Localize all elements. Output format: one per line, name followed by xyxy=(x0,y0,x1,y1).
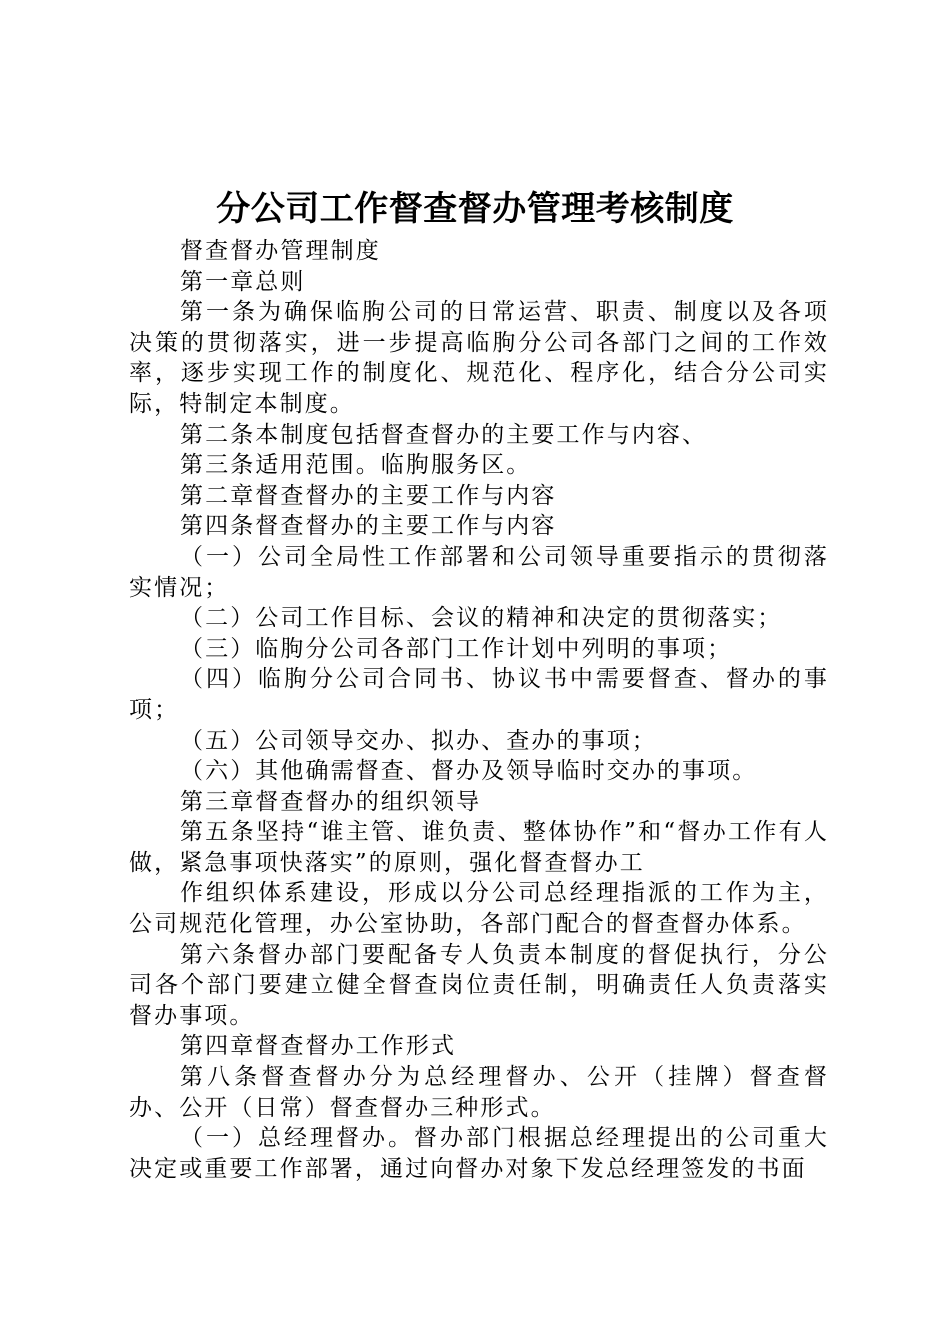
list-item: （六）其他确需督查、督办及领导临时交办的事项。 xyxy=(180,758,758,785)
article-paragraph: 第一条为确保临朐公司的日常运营、职责、制度以及各项决策的贯彻落实，进一步提高临朐分公司各部门之间的工作效率，逐步实现工作的制度化、规范化、程序化，结合分公司实际，特制定本制度。 xyxy=(129,299,829,417)
list-item: （一）总经理督办。督办部门根据总经理提出的公司重大决定或重要工作部署，通过向督办对象下发总经理签发的书面 xyxy=(129,1125,829,1182)
chapter-heading: 第二章督查督办的主要工作与内容 xyxy=(180,482,557,509)
list-item: （四）临朐分公司合同书、协议书中需要督查、督办的事项； xyxy=(129,666,829,723)
list-item: （五）公司领导交办、拟办、查办的事项； xyxy=(180,727,657,754)
article-paragraph: 第三条适用范围。临朐服务区。 xyxy=(180,452,532,479)
article-paragraph: 第四条督查督办的主要工作与内容 xyxy=(180,513,557,540)
article-paragraph: 作组织体系建设，形成以分公司总经理指派的工作为主，公司规范化管理，办公室协助，各部门配合的督查督办体系。 xyxy=(129,880,829,938)
article-paragraph: 第六条督办部门要配备专人负责本制度的督促执行，分公司各个部门要建立健全督查岗位责任制，明确责任人负责落实督办事项。 xyxy=(129,941,829,1029)
paragraph-subtitle: 督查督办管理制度 xyxy=(180,238,381,264)
document-title: 分公司工作督查督办管理考核制度 xyxy=(216,189,734,229)
article-paragraph: 第二条本制度包括督查督办的主要工作与内容、 xyxy=(180,421,708,448)
chapter-heading: 第四章督查督办工作形式 xyxy=(180,1033,457,1060)
list-item: （三）临朐分公司各部门工作计划中列明的事项； xyxy=(180,635,733,662)
chapter-heading: 第一章总则 xyxy=(180,268,306,295)
article-paragraph: 第八条督查督办分为总经理督办、公开（挂牌）督查督办、公开（日常）督查督办三种形式。 xyxy=(129,1064,829,1121)
document-body xyxy=(129,236,829,1184)
list-item: （二）公司工作目标、会议的精神和决定的贯彻落实； xyxy=(180,605,783,632)
chapter-heading: 第三章督查督办的组织领导 xyxy=(180,788,482,815)
article-paragraph: 第五条坚持“谁主管、谁负责、整体协作”和“督办工作有人做，紧急事项快落实”的原则，强化督查督办工 xyxy=(129,819,829,876)
list-item: （一）公司全局性工作部署和公司领导重要指示的贯彻落实情况； xyxy=(129,543,829,601)
